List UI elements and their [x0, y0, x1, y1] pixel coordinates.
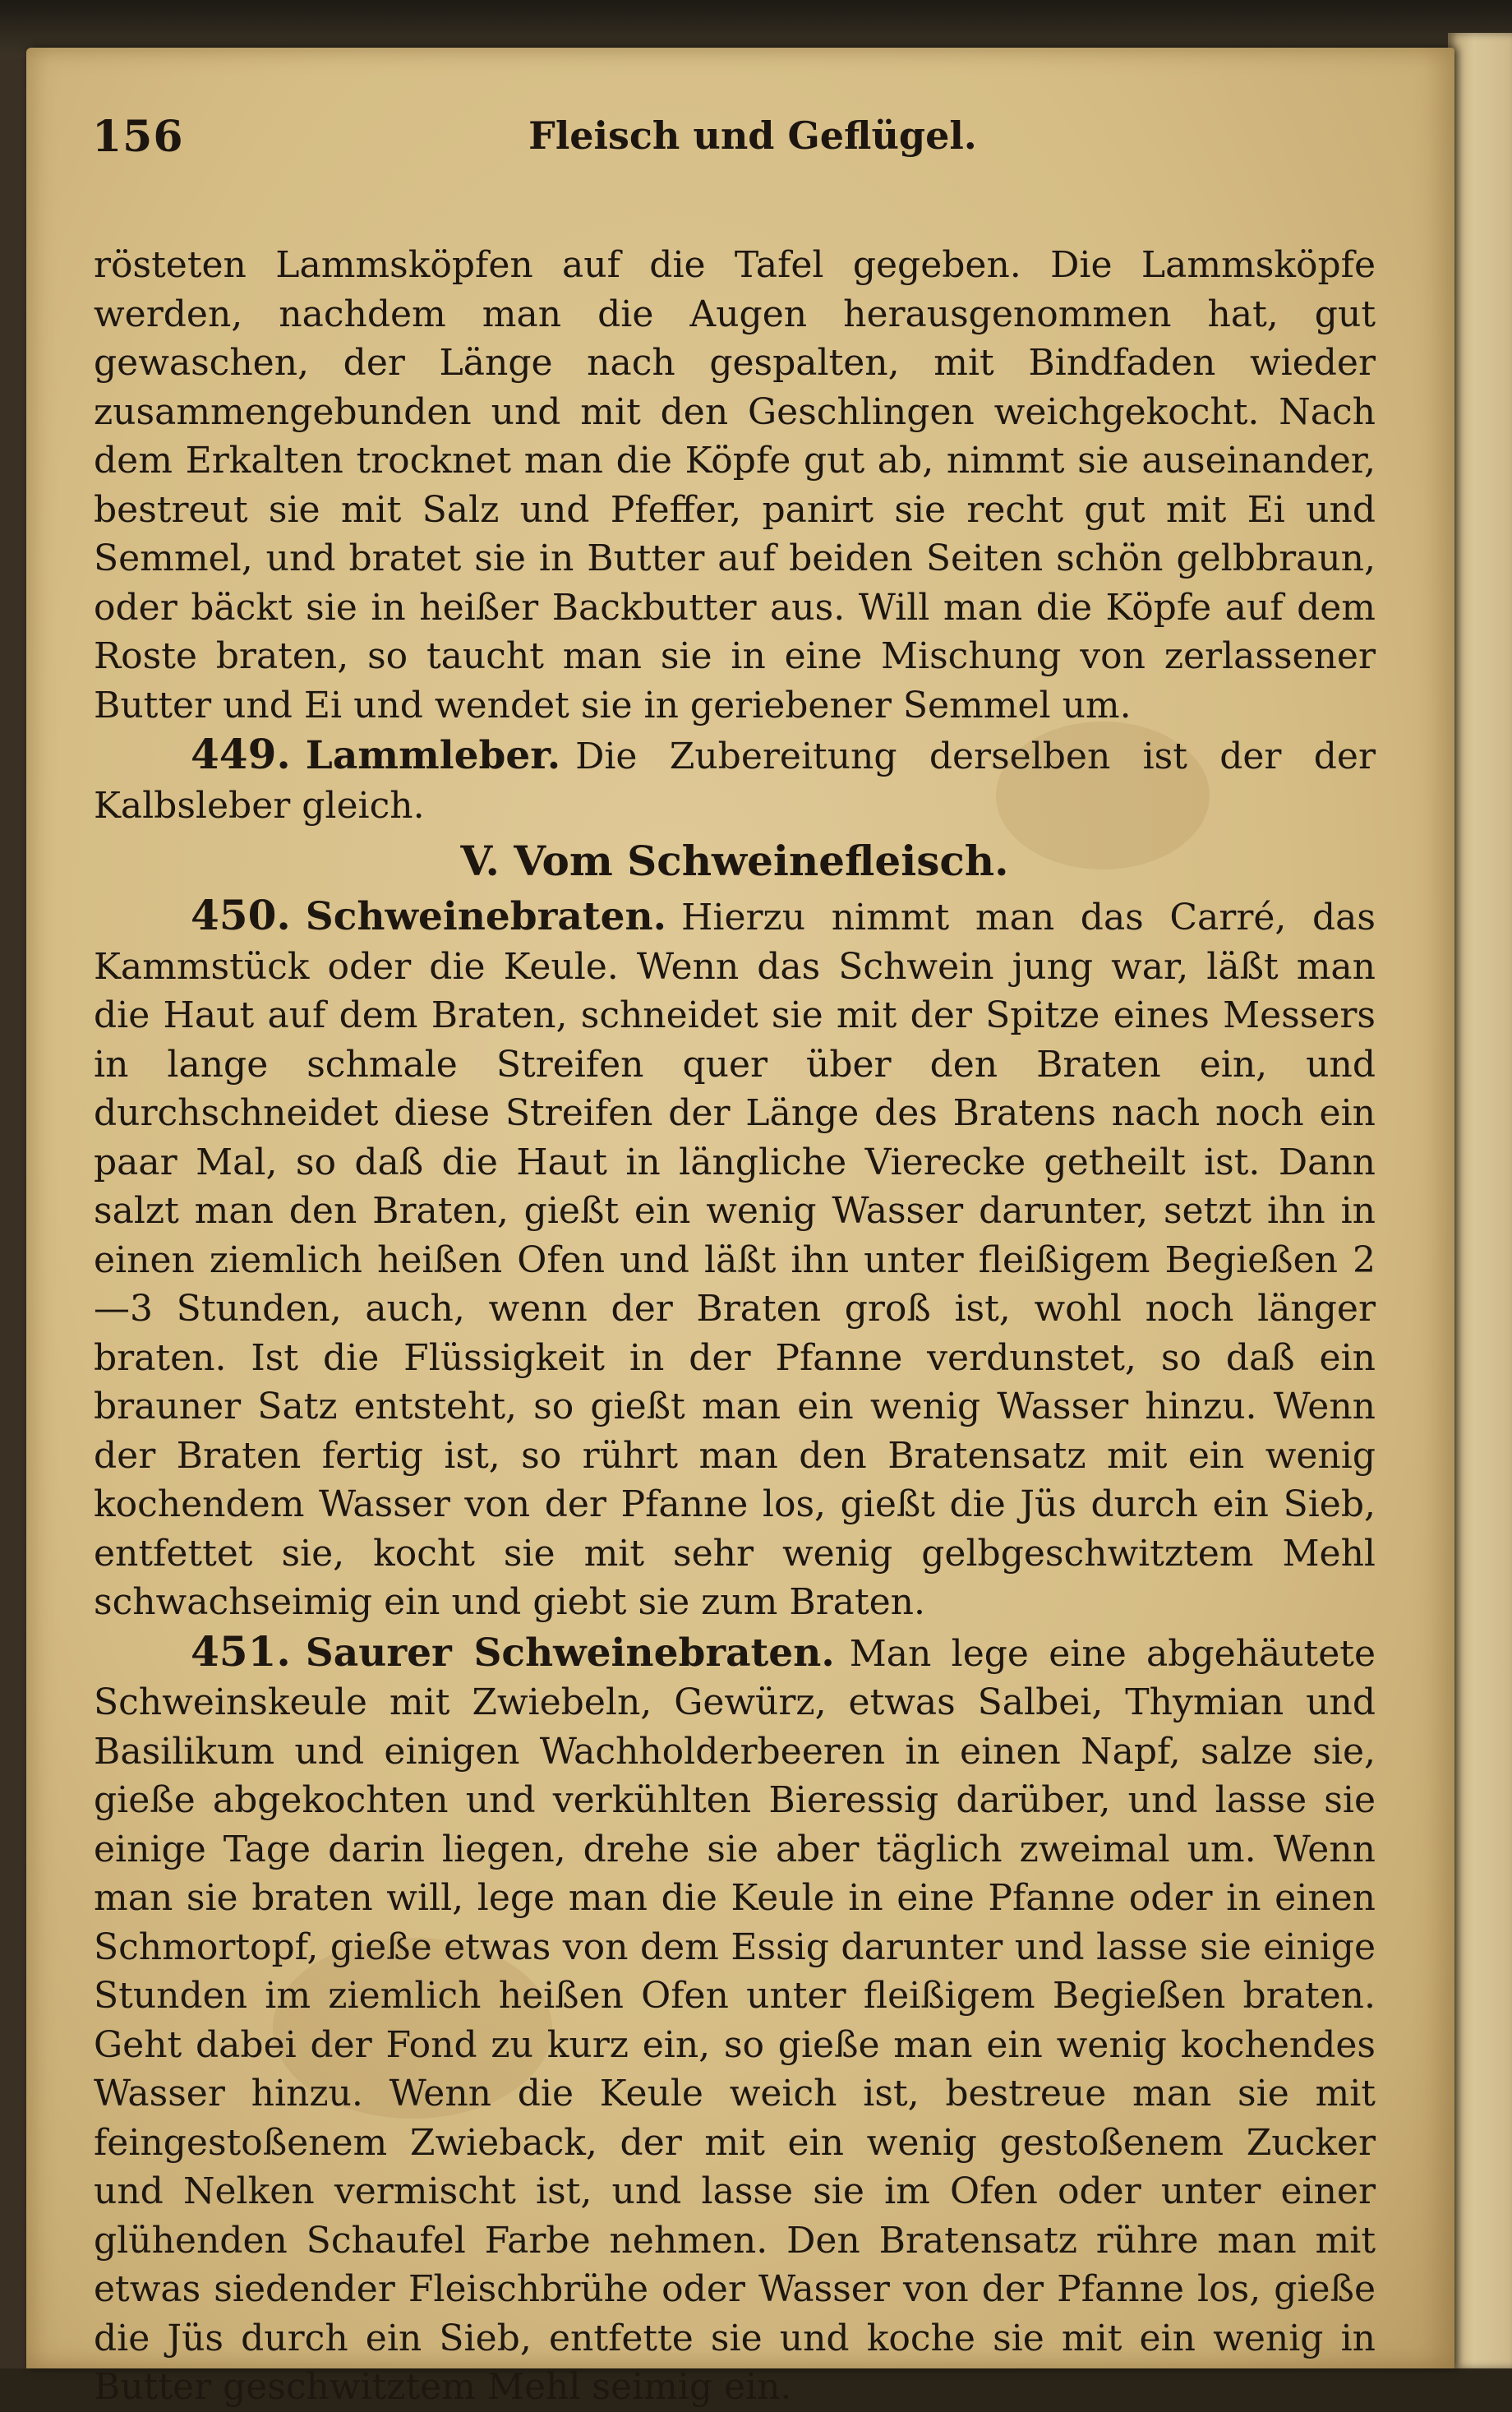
intro-paragraph: rösteten Lammsköpfen auf die Tafel gegeben. Die Lammsköpfe werden, nachdem man die Augen herausgenommen hat, gut gewaschen, der Länge nach gespalten, mit Bindfaden wieder zusammengebunden und mit den Geschlingen weichgekocht. Nach dem Erkalten trocknet man die Köpfe gut ab, nimmt sie auseinander, bestreut sie mit Salz und Pfeffer, panirt sie recht gut mit Ei und Semmel, und bratet sie in Butter auf beiden Seiten schön gelbbraun, oder bäckt sie in heißer Backbutter aus. Will man die Köpfe auf dem Roste braten, so taucht man sie in eine Mischung von zerlassener Butter und Ei und wendet sie in geriebener Semmel um. [94, 244, 1376, 726]
recipe-text: Hierzu nimmt man das Carré, das Kammstück oder die Keule. Wenn das Schwein jung war, läßt man die Haut auf dem Braten, schneidet sie mit der Spitze eines Messers in lange schmale Streifen quer über den Braten ein, und durchschneidet diese Streifen der Länge des Bratens nach noch ein paar Mal, so daß die Haut in längliche Vierecke getheilt ist. Dann salzt man den Braten, gießt ein wenig Wasser darunter, setzt ihn in einen ziemlich heißen Ofen und läßt ihn unter fleißigem Begießen 2—3 Stunden, auch, wenn der Braten groß ist, wohl noch länger braten. Ist die Flüssigkeit in der Pfanne verdunstet, so daß ein brauner Satz entsteht, so gießt man ein wenig Wasser hinzu. Wenn der Braten fertig ist, so rührt man den Bratensatz mit ein wenig kochendem Wasser von der Pfanne los, gießt die Jüs durch ein Sieb, entfettet sie, kocht sie mit sehr wenig gelbgeschwitztem Mehl schwachseimig ein und giebt sie zum Braten. [94, 897, 1376, 1623]
recipe-title: Saurer Schweinebraten. [305, 1630, 835, 1676]
recipe-449 [94, 730, 1376, 830]
page-header [26, 48, 1454, 187]
recipe-number: 449. [191, 730, 291, 778]
page-number: 156 [92, 112, 184, 162]
recipe-title: Schweinebraten. [305, 894, 667, 939]
recipe-450 [94, 891, 1376, 1627]
adjacent-page-edge [1448, 33, 1512, 2368]
page-body [94, 241, 1376, 2412]
recipe-text: Die Zubereitung derselben ist der der Kalbsleber gleich. [94, 736, 1376, 827]
section-heading: V. Vom Schweinefleisch. [460, 837, 1009, 885]
recipe-number: 451. [191, 1626, 291, 1676]
recipe-title: Lammleber. [305, 733, 561, 778]
running-head: Fleisch und Geflügel. [528, 113, 977, 158]
book-page [26, 48, 1454, 2408]
recipe-number: 450. [191, 891, 291, 939]
recipe-text: Man lege eine abgehäutete Schweinskeule mit Zwiebeln, Gewürz, etwas Salbei, Thymian und Basilikum und einigen Wachholderbeeren in einen Napf, salze sie, gieße abgekochten und verkühlten Bieressig darüber, und lasse sie einige Tage darin liegen, drehe sie aber täglich zweimal um. Wenn man sie braten will, lege man die Keule in eine Pfanne oder in einen Schmortopf, gieße etwas von dem Essig darunter und lasse sie einige Stunden im ziemlich heißen Ofen unter fleißigem Begießen braten. Geht dabei der Fond zu kurz ein, so gieße man ein wenig kochendes Wasser hinzu. Wenn die Keule weich ist, bestreue man sie mit feingestoßenem Zwieback, der mit ein wenig gestoßenem Zucker und Nelken vermischt ist, und lasse sie im Ofen oder unter einer glühenden Schaufel Farbe nehmen. Den Bratensatz rühre man mit etwas siedender Fleischbrühe oder Wasser von der Pfanne los, gieße die Jüs durch ein Sieb, entfette sie und koche sie mit ein wenig in Butter geschwitztem Mehl seimig ein. [94, 1632, 1376, 2408]
recipe-451 [94, 1627, 1376, 2412]
